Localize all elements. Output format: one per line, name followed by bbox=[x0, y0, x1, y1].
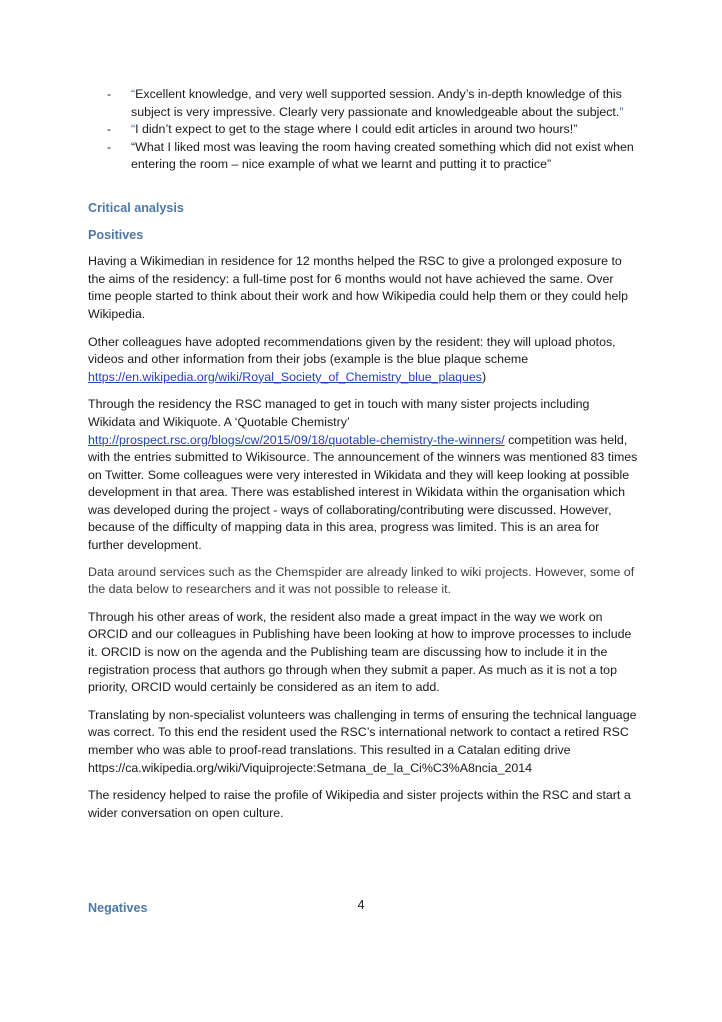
list-dash: - bbox=[107, 87, 112, 101]
quote-item bbox=[88, 139, 638, 174]
paragraph-sister-projects bbox=[88, 396, 638, 554]
quote-close-mark: ” bbox=[619, 104, 624, 119]
quote-item bbox=[88, 86, 638, 121]
quote-item bbox=[88, 121, 638, 139]
paragraph-text: Other colleagues have adopted recommendations given by the resident: they will upload photos, videos and other information from their jobs (example is the blue plaque scheme bbox=[88, 334, 616, 367]
paragraph-recommendations bbox=[88, 334, 638, 387]
heading-negatives: Negatives bbox=[88, 901, 148, 916]
quote-open-mark: “ bbox=[131, 87, 136, 101]
blue-plaques-link[interactable]: https://en.wikipedia.org/wiki/Royal_Society_of_Chemistry_blue_plaques bbox=[88, 369, 482, 384]
paragraph-profile: The residency helped to raise the profile of Wikipedia and sister projects within the RSC and start a wider conversation on open culture. bbox=[88, 788, 631, 820]
list-dash: - bbox=[107, 139, 112, 154]
quote-open-mark: “ bbox=[131, 122, 136, 137]
paragraph-orcid: Through his other areas of work, the resident also made a great impact in the way we work on ORCID and our colleagues in Publishing have been looking at how to improve processes to include it. ORCID is now on the agenda and the Publishing team are discussing how to include it in the registration process that authors go through when they submit a paper. As much as it is not a top priority, ORCID would certainly be considered as an item to add. bbox=[88, 609, 632, 695]
paragraph-text: competition was held, with the entries submitted to Wikisource. The announcement of the winners was mentioned 83 times on Twitter. Some colleagues were very interested in Wikidata and they will keep looking at possible development in that area. There was established interest in Wikidata within the organisation which was developed during the project - ways of collaborating/contributing were discussed. However, because of the difficulty of mapping data in this area, progress was limited. This is an area for further development. bbox=[88, 432, 638, 553]
quotable-chemistry-link[interactable]: http://prospect.rsc.org/blogs/cw/2015/09/18/quotable-chemistry-the-winners/ bbox=[88, 432, 505, 447]
paragraph-text: Through the residency the RSC managed to get in touch with many sister projects including Wikidata and Wikiquote. A ‘Quotable Chemistry’ bbox=[88, 397, 590, 429]
paragraph-chemspider: Data around services such as the Chemspider are already linked to wiki projects. However, some of the data below to researchers and it was not possible to release it. bbox=[88, 564, 635, 597]
paragraph-text: ) bbox=[481, 369, 487, 384]
quote-text: Excellent knowledge, and very well supported session. Andy’s in-depth knowledge of this subject is very impressive. Clearly very passionate and knowledgeable about the subject. bbox=[131, 87, 622, 119]
quote-text: “What I liked most was leaving the room having created something which did not exist when entering the room – nice example of what we learnt and putting it to practice” bbox=[131, 139, 634, 172]
heading-critical-analysis: Critical analysis bbox=[88, 200, 184, 215]
document-page bbox=[88, 86, 638, 918]
list-dash: - bbox=[107, 122, 112, 137]
heading-positives: Positives bbox=[88, 227, 144, 242]
quote-text: I didn’t expect to get to the stage where I could edit articles in around two hours!” bbox=[135, 122, 578, 137]
paragraph-prolonged-exposure: Having a Wikimedian in residence for 12 months helped the RSC to give a prolonged exposure to the aims of the residency: a full-time post for 6 months would not have achieved the same. Over time people started to think about their work and how Wikipedia could help them or they could help Wikipedia. bbox=[88, 254, 628, 321]
paragraph-translating: Translating by non-specialist volunteers was challenging in terms of ensuring the technical language was correct. To this end the resident used the RSC’s international network to contact a retired RSC member who was able to proof-read translations. This resulted in a Catalan editing drive https://ca.wikipedia.org/wiki/Viquiprojecte:Setmana_de_la_Ci%C3%A8ncia_2014 bbox=[88, 707, 637, 775]
page-number: 4 bbox=[357, 898, 365, 912]
feedback-quote-list bbox=[88, 86, 638, 174]
